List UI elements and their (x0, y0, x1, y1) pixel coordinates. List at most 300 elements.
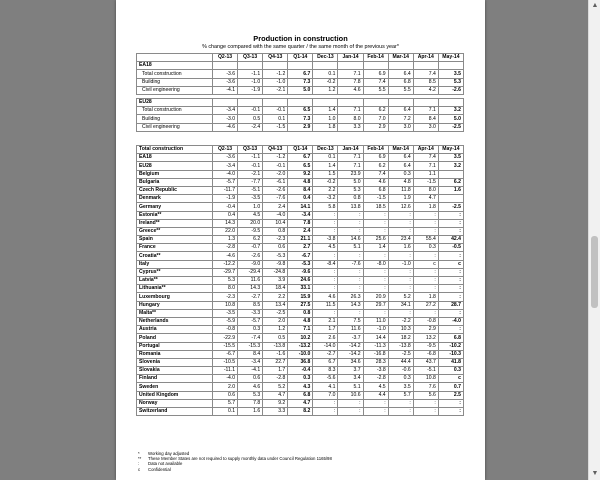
table-cell: -9.5 (238, 227, 263, 235)
table-cell: -3.4 (288, 211, 313, 219)
table-cell: -0.2 (313, 78, 338, 86)
table-row (137, 334, 464, 342)
table-cell: -14.2 (338, 350, 363, 358)
table-cell: 0.8 (338, 195, 363, 203)
table-row (137, 301, 464, 309)
empty-cell (313, 98, 338, 106)
table-cell: 1.2 (263, 326, 288, 334)
table-cell: 6.7 (288, 70, 313, 78)
table-cell: 10.8 (413, 375, 438, 383)
table-cell: -1.2 (263, 154, 288, 162)
table-cell: 6.8 (288, 391, 313, 399)
empty-cell (363, 98, 388, 106)
table-cell: -11.7 (213, 186, 238, 194)
table-cell: -24.8 (263, 268, 288, 276)
table-row (137, 170, 464, 178)
table-cell: -1.9 (238, 86, 263, 94)
column-header: Apr-14 (413, 54, 438, 62)
table-cell: -1.0 (238, 78, 263, 86)
table-cell: : (313, 211, 338, 219)
column-header: Apr-14 (413, 146, 438, 154)
footnote-text: Data not available (148, 461, 183, 467)
table-cell: 6.7 (288, 154, 313, 162)
table-cell: 2.6 (313, 334, 338, 342)
table-cell: -2.6 (263, 186, 288, 194)
table-cell: 2.4 (263, 203, 288, 211)
table-row (137, 399, 464, 407)
table-cell: -3.5 (213, 309, 238, 317)
empty-cell (413, 98, 438, 106)
table-cell: 8.4 (288, 186, 313, 194)
table-cell: 3.2 (438, 162, 463, 170)
table-row (137, 244, 464, 252)
scroll-down-icon[interactable]: ▼ (591, 470, 599, 477)
table-row (137, 203, 464, 211)
footnote-symbol: * (138, 451, 140, 456)
table-cell: -10.3 (438, 350, 463, 358)
table-cell: 7.1 (413, 162, 438, 170)
table-cell: : (388, 309, 413, 317)
table-cell: 7.8 (338, 78, 363, 86)
row-label: Sweden (137, 383, 213, 391)
table-cell: 10.3 (388, 326, 413, 334)
table-cell: 6.9 (363, 154, 388, 162)
table-cell: : (363, 211, 388, 219)
table-cell: 34.6 (338, 358, 363, 366)
table-cell: 1.4 (363, 244, 388, 252)
table-cell: 7.3 (288, 115, 313, 123)
table-cell: 12.6 (388, 203, 413, 211)
table-cell: : (438, 309, 463, 317)
group-label: EA18 (137, 62, 213, 70)
table-row (137, 115, 464, 123)
row-label: Germany (137, 203, 213, 211)
table-cell: 20.9 (363, 293, 388, 301)
table-cell: -14.0 (313, 342, 338, 350)
table-cell: 2.0 (263, 317, 288, 325)
column-header: Jan-14 (338, 146, 363, 154)
row-label: Lithuania** (137, 285, 213, 293)
table-cell: -3.4 (238, 358, 263, 366)
footnote-text: These Member States are not required to supply monthly data under Council Regulation 1165/98 (148, 456, 332, 462)
table-cell: 5.7 (388, 391, 413, 399)
header-label: Total construction (137, 146, 213, 154)
table-cell: 24.6 (288, 277, 313, 285)
table-cell: : (363, 227, 388, 235)
table-cell: -15.3 (238, 342, 263, 350)
table-cell: -5.7 (213, 178, 238, 186)
table-cell: 1.0 (238, 203, 263, 211)
table-cell: : (338, 227, 363, 235)
table-cell: -3.3 (238, 309, 263, 317)
row-label: Total construction (137, 70, 213, 78)
table-cell: : (338, 285, 363, 293)
table-cell: : (313, 285, 338, 293)
table-row (137, 162, 464, 170)
table-cell: 3.0 (413, 123, 438, 131)
table-cell: 28.3 (363, 358, 388, 366)
table-cell: -14.2 (338, 342, 363, 350)
table-cell: -2.5 (388, 350, 413, 358)
row-label: Malta** (137, 309, 213, 317)
table-cell: 4.1 (313, 383, 338, 391)
table-row (137, 78, 464, 86)
empty-cell (263, 98, 288, 106)
table-cell: -1.0 (263, 78, 288, 86)
table-cell: 6.8 (438, 334, 463, 342)
table-cell: -15.5 (213, 342, 238, 350)
table-cell: 25.6 (363, 236, 388, 244)
table-cell (438, 170, 463, 178)
table-cell: 15.9 (288, 293, 313, 301)
row-label: Bulgaria (137, 178, 213, 186)
table-cell: -0.4 (288, 367, 313, 375)
table-cell: : (363, 309, 388, 317)
table-cell: c (438, 375, 463, 383)
footnote-text: Working day adjusted (148, 451, 190, 456)
table-cell: 6.5 (288, 107, 313, 115)
row-label: Denmark (137, 195, 213, 203)
table-cell: 7.0 (363, 115, 388, 123)
table-cell: 33.1 (288, 285, 313, 293)
table-cell: 7.1 (338, 162, 363, 170)
table-cell: 11.0 (363, 317, 388, 325)
header-label (137, 54, 213, 62)
table-cell: -9.5 (413, 342, 438, 350)
table-cell: -13.8 (263, 342, 288, 350)
table-cell: 5.0 (288, 86, 313, 94)
table-cell: 3.4 (338, 375, 363, 383)
vertical-scrollbar[interactable] (588, 0, 600, 480)
table-row (137, 107, 464, 115)
table-cell: 26.3 (338, 293, 363, 301)
table-cell: 5.0 (338, 178, 363, 186)
table-cell: -3.6 (213, 70, 238, 78)
document-subtitle: % change compared with the same quarter / the same month of the previous year* (202, 44, 399, 50)
row-label: Portugal (137, 342, 213, 350)
table-cell: 5.3 (438, 78, 463, 86)
table-cell: -1.5 (263, 123, 288, 131)
column-header: Mar-14 (388, 54, 413, 62)
table-cell: 13.8 (338, 203, 363, 211)
table-cell: c (413, 260, 438, 268)
table-cell: 1.6 (388, 244, 413, 252)
table-row (137, 236, 464, 244)
row-label: Total construction (137, 107, 213, 115)
group-header-row (137, 62, 464, 70)
table-cell: -0.6 (388, 367, 413, 375)
table-cell: 4.6 (338, 86, 363, 94)
table-cell: 10.2 (288, 334, 313, 342)
table-cell: 4.6 (363, 178, 388, 186)
table-cell: : (338, 408, 363, 416)
table-cell: -9.6 (288, 268, 313, 276)
table-cell: -2.6 (438, 86, 463, 94)
table-cell: 9.2 (263, 399, 288, 407)
table-cell: : (388, 227, 413, 235)
table-cell: -2.3 (213, 293, 238, 301)
row-label: EA18 (137, 154, 213, 162)
table-cell: -8.4 (313, 260, 338, 268)
table-cell: 4.3 (288, 383, 313, 391)
row-label: Greece** (137, 227, 213, 235)
table-cell: 5.5 (388, 86, 413, 94)
table-cell: 0.4 (213, 211, 238, 219)
table-cell: 8.0 (338, 115, 363, 123)
scroll-up-icon[interactable]: ▲ (591, 2, 599, 9)
table-cell: 8.3 (313, 367, 338, 375)
table-cell: -4.6 (213, 252, 238, 260)
table-cell: 0.1 (263, 115, 288, 123)
table-cell: -3.4 (213, 107, 238, 115)
row-label: Czech Republic (137, 186, 213, 194)
table-row (137, 358, 464, 366)
table-cell: 6.4 (388, 107, 413, 115)
row-label: Romania (137, 350, 213, 358)
table-cell: 6.8 (388, 78, 413, 86)
table-cell: 6.4 (388, 162, 413, 170)
table-cell: 8.0 (213, 285, 238, 293)
table-cell: : (413, 268, 438, 276)
aggregates-table (136, 53, 464, 132)
table-cell: 4.8 (388, 178, 413, 186)
table-cell: 11.6 (238, 277, 263, 285)
table-cell: -0.1 (263, 107, 288, 115)
table-row (137, 186, 464, 194)
table-cell: -5.6 (313, 375, 338, 383)
row-label: Switzerland (137, 408, 213, 416)
table-cell: 21.1 (288, 236, 313, 244)
table-cell: -3.4 (213, 162, 238, 170)
table-cell: 0.3 (388, 170, 413, 178)
table-cell: -3.0 (213, 115, 238, 123)
table-cell: 6.4 (388, 70, 413, 78)
table-cell: 0.3 (413, 244, 438, 252)
table-cell: : (438, 211, 463, 219)
table-cell: 7.3 (288, 78, 313, 86)
table-cell: : (438, 227, 463, 235)
empty-cell (313, 62, 338, 70)
empty-cell (288, 62, 313, 70)
footnote (138, 467, 332, 472)
table-cell: 1.8 (413, 293, 438, 301)
table-cell: 2.2 (263, 293, 288, 301)
row-label: Ireland** (137, 219, 213, 227)
table-cell: 7.0 (313, 391, 338, 399)
table-cell: -3.6 (213, 78, 238, 86)
table-cell: 1.9 (388, 195, 413, 203)
table-cell: -2.6 (238, 252, 263, 260)
table-cell: 2.9 (288, 123, 313, 131)
table-cell: 6.5 (288, 162, 313, 170)
table-cell: : (313, 268, 338, 276)
table-cell: : (363, 285, 388, 293)
table-cell: -2.7 (313, 350, 338, 358)
table-cell: -29.4 (238, 268, 263, 276)
table-cell: 7.1 (338, 107, 363, 115)
table-cell: 0.8 (263, 227, 288, 235)
table-cell: 1.8 (413, 203, 438, 211)
column-header: May-14 (438, 54, 463, 62)
row-label: EU28 (137, 162, 213, 170)
row-label: United Kingdom (137, 391, 213, 399)
table-cell: -2.7 (238, 293, 263, 301)
empty-cell (338, 98, 363, 106)
countries-table (136, 145, 464, 416)
table-cell: : (313, 309, 338, 317)
table-cell: 5.7 (213, 399, 238, 407)
empty-cell (388, 98, 413, 106)
table-cell: -6.7 (213, 350, 238, 358)
table-cell: : (338, 211, 363, 219)
table-cell: : (338, 219, 363, 227)
table-cell: -5.3 (288, 260, 313, 268)
table-cell: -1.5 (413, 178, 438, 186)
table-cell: : (313, 252, 338, 260)
empty-cell (213, 98, 238, 106)
table-row (137, 227, 464, 235)
table-cell: 11.8 (388, 186, 413, 194)
table-cell: -5.3 (263, 252, 288, 260)
footnote-symbol: ** (138, 456, 142, 462)
footnotes (138, 451, 332, 472)
table-cell: 0.3 (288, 375, 313, 383)
table-cell: 1.7 (263, 367, 288, 375)
table-cell: : (338, 277, 363, 285)
table-cell: 8.5 (413, 78, 438, 86)
table-cell: -1.6 (263, 350, 288, 358)
table-row (137, 383, 464, 391)
table-cell: 0.7 (438, 383, 463, 391)
empty-cell (388, 62, 413, 70)
table-cell: : (313, 219, 338, 227)
table-cell: -3.5 (238, 195, 263, 203)
document-title: Production in construction (253, 34, 348, 43)
empty-cell (263, 62, 288, 70)
table-cell: -4.0 (213, 170, 238, 178)
table-cell: 0.3 (388, 375, 413, 383)
table-cell: : (388, 252, 413, 260)
table-cell: -2.1 (263, 86, 288, 94)
column-header: Jan-14 (338, 54, 363, 62)
table-cell: : (313, 408, 338, 416)
table-cell: : (413, 227, 438, 235)
column-header: Q3-13 (238, 54, 263, 62)
table-cell: -2.5 (263, 309, 288, 317)
table-cell: : (388, 219, 413, 227)
table-cell: 5.3 (213, 277, 238, 285)
table-cell: 5.3 (338, 186, 363, 194)
table-cell: 0.3 (438, 367, 463, 375)
table-cell: 6.2 (238, 236, 263, 244)
table-cell: 27.2 (413, 301, 438, 309)
table-cell: 4.8 (288, 178, 313, 186)
table-cell: -3.6 (213, 154, 238, 162)
table-cell: -10.5 (213, 358, 238, 366)
table-cell: 5.8 (313, 203, 338, 211)
column-header: Q2-13 (213, 54, 238, 62)
row-label: Croatia** (137, 252, 213, 260)
table-cell: -7.7 (238, 178, 263, 186)
table-cell: -0.8 (213, 326, 238, 334)
table-cell: 22.7 (263, 358, 288, 366)
table-cell: -0.5 (438, 244, 463, 252)
column-header: May-14 (438, 146, 463, 154)
table-cell: : (313, 277, 338, 285)
table-row (137, 293, 464, 301)
table-cell: 5.1 (338, 383, 363, 391)
table-cell: : (338, 252, 363, 260)
table-cell: 14.3 (238, 285, 263, 293)
table-cell: : (388, 399, 413, 407)
row-label: Civil engineering (137, 86, 213, 94)
table-cell: 3.7 (338, 367, 363, 375)
row-label: Civil engineering (137, 123, 213, 131)
table-cell: : (413, 285, 438, 293)
table-row (137, 375, 464, 383)
table-cell: -4.6 (213, 123, 238, 131)
column-header: Q3-13 (238, 146, 263, 154)
table-cell: : (438, 293, 463, 301)
table-cell: 20.0 (238, 219, 263, 227)
table-cell: 55.4 (413, 236, 438, 244)
table-cell: 4.7 (288, 399, 313, 407)
row-label: Belgium (137, 170, 213, 178)
table-cell: : (313, 399, 338, 407)
table-cell: 18.5 (363, 203, 388, 211)
column-header: Feb-14 (363, 146, 388, 154)
table-cell: -29.7 (213, 268, 238, 276)
table-cell: 5.1 (338, 244, 363, 252)
table-cell: -10.2 (438, 342, 463, 350)
table-cell: 4.6 (313, 293, 338, 301)
column-header: Q1-14 (288, 146, 313, 154)
table-cell: : (363, 399, 388, 407)
row-label: Building (137, 115, 213, 123)
table-row (137, 268, 464, 276)
table-cell: 7.5 (338, 317, 363, 325)
table-cell: 36.8 (288, 358, 313, 366)
column-header: Q2-13 (213, 146, 238, 154)
table-cell: 9.2 (288, 170, 313, 178)
table-cell: 10.6 (338, 391, 363, 399)
scroll-thumb[interactable] (591, 236, 598, 308)
table-row (137, 367, 464, 375)
document-page (116, 0, 485, 480)
table-cell: : (413, 399, 438, 407)
row-label: Netherlands (137, 317, 213, 325)
footnote-text: Confidential (148, 466, 171, 472)
table-cell: -5.9 (213, 317, 238, 325)
table-cell: : (413, 408, 438, 416)
table-row (137, 123, 464, 131)
table-cell: -12.2 (213, 260, 238, 268)
table-cell: 1.0 (313, 115, 338, 123)
table-cell: : (413, 277, 438, 285)
table-cell: 3.3 (338, 123, 363, 131)
table-cell: 7.4 (413, 154, 438, 162)
column-header: Q1-14 (288, 54, 313, 62)
table-cell: : (338, 399, 363, 407)
table-cell: 1.4 (313, 162, 338, 170)
row-label: Spain (137, 236, 213, 244)
table-cell: 44.4 (388, 358, 413, 366)
table-cell: -9.0 (238, 260, 263, 268)
table-cell: 7.4 (413, 70, 438, 78)
table-cell: -9.8 (263, 260, 288, 268)
table-cell: 14.3 (213, 219, 238, 227)
table-cell: : (363, 408, 388, 416)
